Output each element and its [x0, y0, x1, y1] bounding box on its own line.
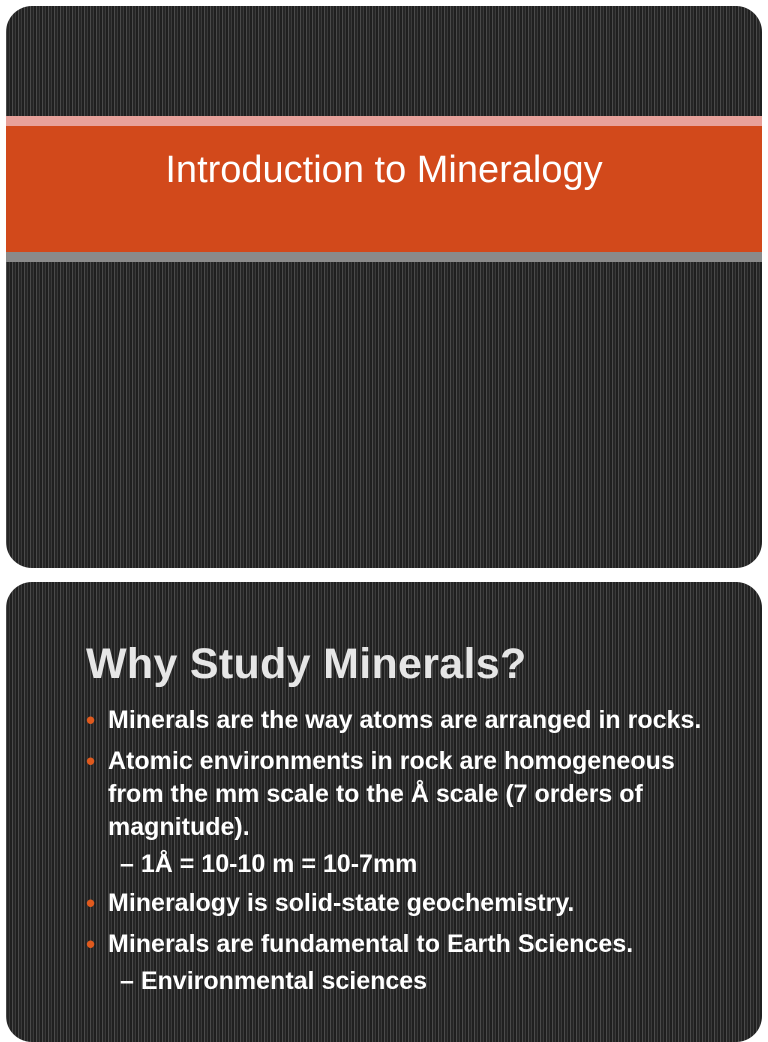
bullet-item: • Minerals are fundamental to Earth Sciences.: [88, 928, 728, 961]
content-slide: [6, 582, 762, 1042]
bullet-item: • Minerals are the way atoms are arranged in rocks.: [88, 704, 728, 737]
content-slide-title: Why Study Minerals?: [86, 640, 527, 688]
title-slide: [6, 6, 762, 568]
title-band-top-stripe: [6, 116, 762, 126]
bullet-item: • Atomic environments in rock are homogeneous from the mm scale to the Å scale (7 orders of magnitude).: [88, 745, 728, 844]
sub-bullet-item: – Environmental sciences: [120, 967, 428, 995]
slide-title: Introduction to Mineralogy: [165, 148, 603, 191]
bullet-item: • Mineralogy is solid-state geochemistry.: [88, 887, 728, 920]
sub-bullet-item: – 1Å = 10-10 m = 10-7mm: [120, 850, 418, 878]
bullet-list: [88, 704, 728, 1004]
title-band: [6, 126, 762, 252]
title-band-bottom-stripe: [6, 252, 762, 262]
